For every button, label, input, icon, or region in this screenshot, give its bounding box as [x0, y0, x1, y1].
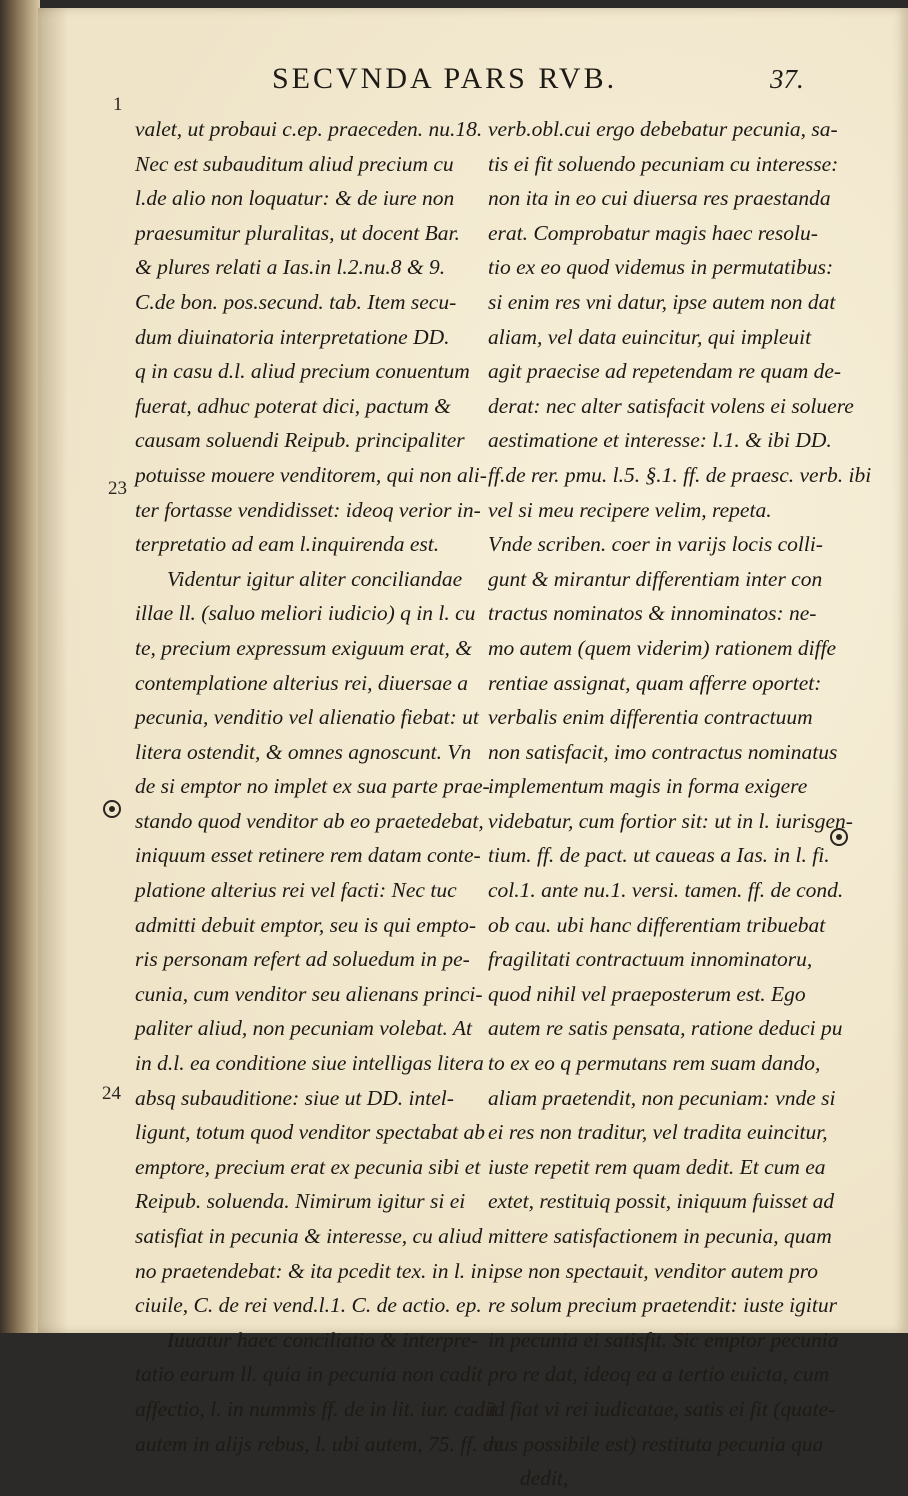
text-line: derat: nec alter satisfacit volens ei soluere — [488, 393, 854, 418]
text-line: fragilitati contractuum innominatoru, — [488, 947, 813, 972]
text-line: q in casu d.l. aliud precium conuentum — [135, 359, 470, 384]
text-line: emptore, precium erat ex pecunia sibi et — [135, 1154, 481, 1179]
text-line: si enim res vni datur, ipse autem non dat — [488, 289, 836, 314]
text-line: col.1. ante nu.1. versi. tamen. ff. de cond. — [488, 878, 844, 903]
text-line: verbalis enim differentia contractuum — [488, 705, 813, 730]
text-line: satisfiat in pecunia & interesse, cu aliud — [135, 1224, 483, 1248]
text-line: autem in alijs rebus, l. ubi autem, 75. ff. de — [135, 1431, 504, 1456]
text-line: fuerat, adhuc poterat dici, pactum & — [135, 393, 451, 418]
margin-mark-top: 1 — [113, 94, 123, 115]
text-line: tio ex eo quod videmus in permutatibus: — [488, 255, 834, 280]
margin-circle-left-icon — [103, 800, 121, 818]
text-line: Videntur igitur aliter conciliandae — [167, 566, 463, 591]
text-line: iuste repetit rem quam dedit. Et cum ea — [488, 1154, 826, 1179]
text-line: Iuuatur haec conciliatio & interpre- — [167, 1327, 478, 1352]
text-line: causam soluendi Reipub. principaliter — [135, 428, 465, 453]
text-line: ipse non spectauit, venditor autem pro — [488, 1258, 819, 1283]
text-line: valet, ut probaui c.ep. praeceden. nu.18. — [135, 117, 483, 141]
right-text-column — [488, 112, 872, 1496]
text-line: Nec est subauditum aliud precium cu — [135, 151, 454, 176]
text-line: rentiae assignat, quam afferre oportet: — [488, 670, 822, 695]
page-number: 37. — [770, 64, 804, 94]
text-line: C.de bon. pos.secund. tab. Item secu- — [135, 289, 457, 314]
text-line: ob cau. ubi hanc differentiam tribuebat — [488, 912, 826, 937]
text-line: quod nihil vel praeposterum est. Ego — [488, 981, 806, 1006]
running-title: SECVNDA PARS RVB. — [272, 62, 618, 95]
text-line: implementum magis in forma exigere — [488, 774, 808, 799]
text-line: potuisse mouere venditorem, qui non ali- — [135, 462, 487, 487]
text-line: paliter aliud, non pecuniam volebat. At — [135, 1016, 472, 1041]
book-binding — [0, 0, 40, 1333]
text-line: ris personam refert ad soluedum in pe- — [135, 947, 470, 972]
text-line: dedit, — [520, 1466, 569, 1491]
text-line: dum diuinatoria interpretatione DD. — [135, 324, 450, 349]
text-line: praesumitur pluralitas, ut docent Bar. — [135, 220, 460, 245]
text-line: aliam, vel data euincitur, qui impleuit — [488, 324, 812, 349]
margin-number-23: 23 — [108, 478, 127, 499]
margin-number-24: 24 — [102, 1083, 121, 1104]
text-line: tatio earum ll. quia in pecunia non cadit — [135, 1362, 483, 1387]
text-line: ligunt, totum quod venditor spectabat ab — [135, 1120, 485, 1145]
text-line: ciuile, C. de rei vend.l.1. C. de actio. ep. — [135, 1293, 482, 1318]
text-line: verb.obl.cui ergo debebatur pecunia, sa- — [488, 117, 838, 141]
text-line: ff.de rer. pmu. l.5. §.1. ff. de praesc. verb. ibi — [488, 462, 872, 487]
text-line: extet, restituiq possit, iniquum fuisset ad — [488, 1189, 835, 1214]
text-line: contemplatione alterius rei, diuersae a — [135, 670, 468, 695]
text-line: nus possibile est) restituta pecunia qua — [488, 1431, 824, 1456]
text-line: aestimatione et interesse: l.1. & ibi DD. — [488, 428, 832, 453]
text-line: erat. Comprobatur magis haec resolu- — [488, 220, 818, 245]
text-line: in pecunia ei satisfit. Sic emptor pecunia — [488, 1327, 839, 1352]
text-line: id fiat vi rei iudicatae, satis ei fit (quate- — [488, 1396, 836, 1421]
text-line: te, precium expressum exiguum erat, & — [135, 635, 472, 660]
text-line: l.de alio non loquatur: & de iure non — [135, 186, 455, 211]
text-line: affectio, l. in nummis ff. de in lit. iur. cadit — [135, 1396, 497, 1421]
text-line: non satisfacit, imo contractus nominatus — [488, 739, 838, 764]
text-line: de si emptor no implet ex sua parte prae- — [135, 774, 490, 799]
text-line: absq subauditione: siue ut DD. intel- — [135, 1085, 454, 1110]
text-line: videbatur, cum fortior sit: ut in l. iurisgen- — [488, 808, 853, 833]
text-line: terpretatio ad eam l.inquirenda est. — [135, 532, 440, 557]
text-line: Vnde scriben. coer in varijs locis colli- — [488, 532, 823, 557]
text-line: ei res non traditur, vel tradita euincitur, — [488, 1120, 828, 1145]
text-line: mittere satisfactionem in pecunia, quam — [488, 1224, 832, 1248]
text-line: illae ll. (saluo meliori iudicio) q in l. cu — [135, 601, 476, 626]
text-line: & plures relati a Ias.in l.2.nu.8 & 9. — [135, 255, 446, 280]
text-line: litera ostendit, & omnes agnoscunt. Vn — [135, 739, 472, 764]
text-line: platione alterius rei vel facti: Nec tuc — [135, 878, 457, 903]
left-text-column — [135, 112, 504, 1461]
text-line: in d.l. ea conditione siue intelligas litera — [135, 1051, 484, 1076]
text-line: agit praecise ad repetendam re quam de- — [488, 359, 842, 384]
text-line: mo autem (quem viderim) rationem diffe — [488, 635, 837, 660]
text-line: pecunia, venditio vel alienatio fiebat: ut — [135, 705, 479, 730]
text-line: vel si meu recipere velim, repeta. — [488, 497, 772, 522]
text-line: gunt & mirantur differentiam inter con — [488, 566, 823, 591]
text-line: cunia, cum venditor seu alienans princi- — [135, 981, 483, 1006]
text-line: re solum precium praetendit: iuste igitur — [488, 1293, 837, 1318]
text-line: tis ei fit soluendo pecuniam cu interesse: — [488, 151, 839, 176]
text-line: aliam praetendit, non pecuniam: vnde si — [488, 1085, 836, 1110]
text-line: tium. ff. de pact. ut caueas a Ias. in l. fi. — [488, 843, 830, 868]
text-line: stando quod venditor ab eo praetedebat, — [135, 808, 484, 833]
text-line: no praetendebat: & ita pcedit tex. in l. in — [135, 1258, 488, 1283]
text-line: Reipub. soluenda. Nimirum igitur si ei — [135, 1189, 466, 1214]
text-line: tractus nominatos & innominatos: ne- — [488, 601, 817, 626]
text-line: non ita in eo cui diuersa res praestanda — [488, 186, 831, 211]
text-line: ter fortasse vendidisset: ideoq verior in- — [135, 497, 481, 522]
text-line: admitti debuit emptor, seu is qui empto- — [135, 912, 476, 937]
text-line: pro re dat, ideoq ea a tertio euicta, cum — [488, 1362, 830, 1387]
text-line: autem re satis pensata, ratione deduci pu — [488, 1016, 843, 1041]
text-line: iniquum esset retinere rem datam conte- — [135, 843, 481, 868]
text-line: to ex eo q permutans rem suam dando, — [488, 1051, 821, 1076]
